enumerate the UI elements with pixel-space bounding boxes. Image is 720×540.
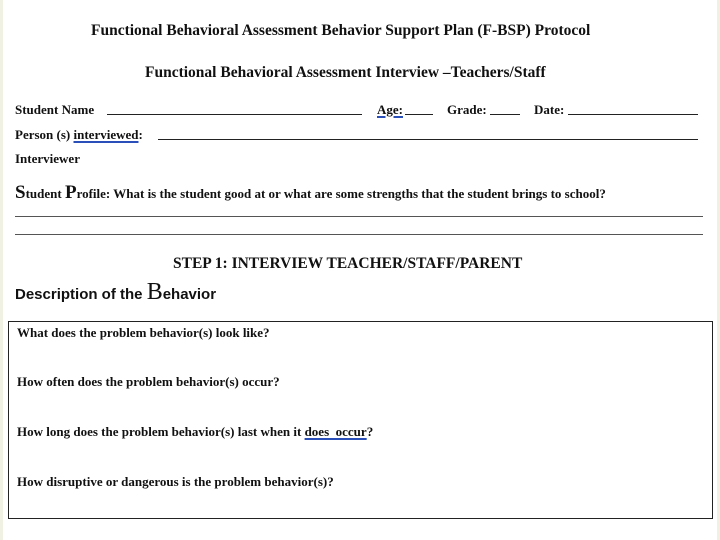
date-label: Date: xyxy=(534,102,565,117)
document-page xyxy=(3,0,717,540)
interviewer-label: Interviewer xyxy=(15,151,80,166)
step-heading: STEP 1: INTERVIEW TEACHER/STAFF/PARENT xyxy=(173,255,523,272)
person-interviewed-field[interactable] xyxy=(158,139,698,140)
profile-answer-line-2[interactable] xyxy=(15,234,703,235)
age-field[interactable] xyxy=(405,114,433,115)
question-how-long: How long does the problem behavior(s) last when it does occur? xyxy=(17,424,374,439)
description-heading: Description of the Behavior xyxy=(15,279,217,305)
profile-answer-line-1[interactable] xyxy=(15,216,703,217)
question-look-like: What does the problem behavior(s) look like? xyxy=(17,325,270,340)
grade-label: Grade: xyxy=(447,102,487,117)
person-interviewed-label: Person (s) interviewed: xyxy=(15,127,143,142)
question-how-disruptive: How disruptive or dangerous is the problem behavior(s)? xyxy=(17,474,334,489)
grade-field[interactable] xyxy=(490,114,520,115)
question-how-often: How often does the problem behavior(s) occur? xyxy=(17,374,280,389)
behavior-questions-box xyxy=(8,321,713,519)
date-field[interactable] xyxy=(568,114,698,115)
student-name-field[interactable] xyxy=(107,114,362,115)
student-name-label: Student Name xyxy=(15,102,95,117)
student-profile-question: Student Profile: What is the student good at or what are some strengths that the student brings to school? xyxy=(15,182,606,203)
age-label: Age: xyxy=(377,102,403,117)
document-subtitle: Functional Behavioral Assessment Interview –Teachers/Staff xyxy=(145,64,546,81)
document-title: Functional Behavioral Assessment Behavior Support Plan (F-BSP) Protocol xyxy=(91,22,591,39)
